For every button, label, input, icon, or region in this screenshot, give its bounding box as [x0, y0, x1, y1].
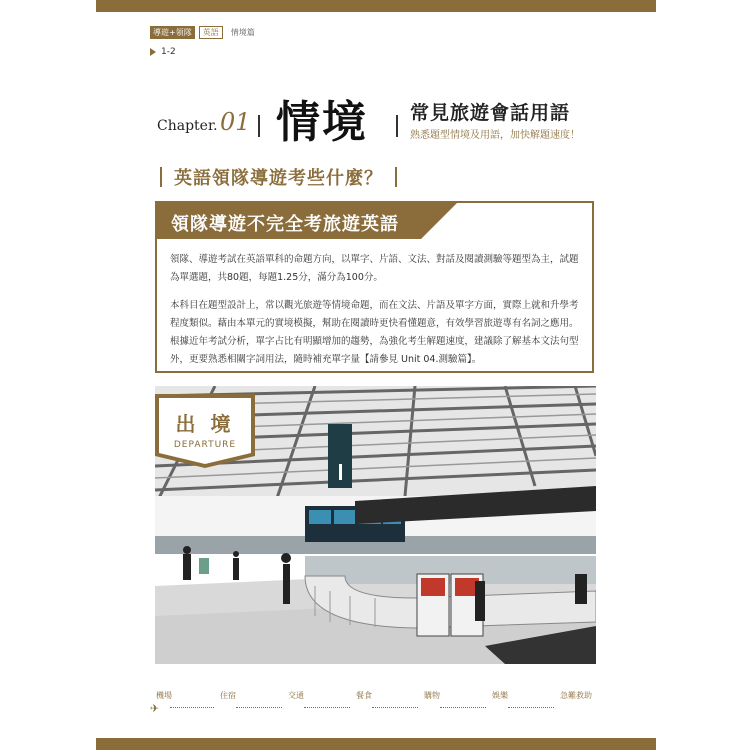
nav-dots	[236, 707, 282, 708]
section-label: 情境篇	[230, 28, 255, 37]
chapter-subtitle: 常見旅遊會話用語	[410, 102, 571, 124]
triangle-icon	[150, 48, 156, 56]
section-question	[160, 164, 440, 190]
page-number-text: 1-2	[161, 47, 176, 57]
badge-title: 出 境	[175, 412, 235, 436]
bottom-color-bar	[96, 738, 656, 750]
nav-item-airport[interactable]: 機場	[156, 691, 172, 700]
bottom-nav	[150, 690, 600, 720]
title-divider	[396, 115, 398, 137]
chapter-word: Chapter.	[157, 118, 218, 134]
nav-item-lodging[interactable]: 住宿	[220, 691, 236, 700]
nav-item-transport[interactable]: 交通	[288, 691, 304, 700]
nav-dots	[304, 707, 350, 708]
page-number	[150, 47, 176, 57]
nav-dots	[440, 707, 486, 708]
departure-badge	[155, 394, 255, 468]
nav-item-shopping[interactable]: 購物	[424, 691, 440, 700]
question-bar-right	[395, 167, 397, 187]
question-bar-left	[160, 167, 162, 187]
nav-item-emergency[interactable]: 急難救助	[560, 691, 592, 700]
title-divider	[258, 115, 260, 137]
chapter-title: 情境	[276, 97, 368, 148]
card-body	[170, 251, 582, 379]
chapter-number: 01	[220, 108, 251, 136]
tag-exam: 導遊+領隊	[150, 26, 195, 39]
chapter-tagline: 熟悉題型情境及用語，加快解題速度！	[410, 130, 580, 141]
nav-dots	[508, 707, 554, 708]
badge-subtitle: DEPARTURE	[173, 440, 237, 450]
question-text: 英語領隊導遊考些什麼？	[174, 168, 383, 189]
info-card	[155, 201, 594, 373]
card-paragraph: 領隊、導遊考試在英語單科的命題方向，以單字、片語、文法、對話及閱讀測驗等題型為主，試題為單選題，共80題，每題1.25分，滿分為100分。	[170, 254, 579, 283]
nav-dots	[372, 707, 418, 708]
nav-item-dining[interactable]: 餐食	[356, 691, 372, 700]
breadcrumb	[150, 26, 255, 39]
airport-illustration	[155, 386, 596, 664]
nav-dots	[170, 707, 214, 708]
airplane-icon: ✈	[150, 702, 160, 715]
top-color-bar	[96, 0, 656, 12]
nav-item-entertainment[interactable]: 娛樂	[492, 691, 508, 700]
card-heading: 領隊導遊不完全考旅遊英語	[171, 214, 399, 235]
card-paragraph: 本科目在題型設計上，常以觀光旅遊等情境命題，而在文法、片語及單字方面，實際上就和升學考程度類似。藉由本單元的實境模擬，幫助在閱讀時更快看懂題意，有效學習旅遊專有名詞之應用。根據近年考試分析，單字占比有明顯增加的趨勢，為強化考生解題速度，建議除了解基本文法句型外，更要熟悉相關字詞用法，隨時補充單字量【請參見 Unit 04.測驗篇】。	[170, 300, 579, 365]
tag-subject: 英語	[199, 26, 223, 39]
